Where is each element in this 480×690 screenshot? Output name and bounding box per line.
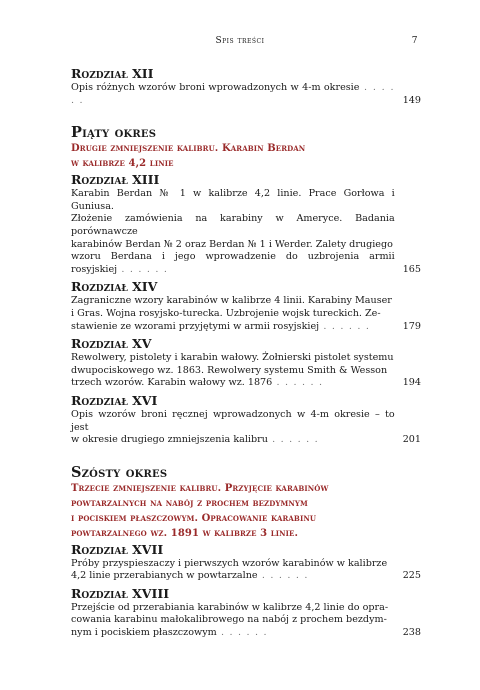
chapter-description [71,295,421,333]
description-line: Rewolwery, pistolety i karabin wałowy. Żołnierski pistolet systemu [71,352,394,364]
leader-dots: . . . . . . [319,320,371,332]
page-header [0,36,480,50]
part-subtitle-line: Drugie zmniejszenie kalibru. Karabin Berdan [71,143,306,155]
chapter-entry[interactable] [71,66,421,107]
description-line: wzoru Berdana i jego wprowadzenie do uzbrojenia armii rosyjskiej [71,251,395,275]
chapter-page-number: 201 [402,434,421,446]
chapter-description [71,188,421,276]
chapter-description-text [71,602,395,640]
leader-dots: . . . . . . [267,434,319,446]
chapter-entry[interactable] [71,393,421,447]
chapter-page-number: 238 [402,627,421,639]
leader-dots: . . . . . . [257,570,309,582]
description-line: Opis różnych wzorów broni wprowadzonych w 4-m okresie [71,82,360,93]
part-title: Szósty okres [71,463,168,481]
chapter-description-text [71,82,395,107]
description-line: stawienie ze wzorami przyjętymi w armii rosyjskiej [71,320,320,332]
chapter-title: Rozdział XIV [71,279,158,295]
page-number: 7 [411,36,418,46]
section-gap [71,110,421,124]
part-subtitle-line: i pociskiem płaszczowym. Opracowanie karabinu [71,512,317,524]
leader-dots: . . . . . . [272,377,324,389]
chapter-description-text [71,558,395,583]
description-line: nym i pociskiem płaszczowym [71,627,217,639]
chapter-page-number: 179 [402,320,421,332]
description-line: 4,2 linie przerabianych w powtarzalne [71,570,258,582]
description-line: Próby przyspieszaczy i pierwszych wzorów karabinów w kalibrze [71,557,388,569]
chapter-page-number: 225 [402,570,421,582]
description-line: Opis wzorów broni ręcznej wprowadzonych w 4-m okresie – to jest [71,408,395,433]
description-line: Zagraniczne wzory karabinów w kalibrze 4 linii. Karabiny Mauser [71,295,392,307]
chapter-entry[interactable] [71,336,421,390]
section-gap [71,450,421,464]
running-title: Spis treści [215,36,265,46]
part-subtitle-line: w kalibrze 4,2 linie [71,158,174,170]
chapter-description [71,558,421,583]
part-subtitle-line: powtarzalnego wz. 1891 w kalibrze 3 linie. [71,527,299,539]
description-line: Przejście od przerabiania karabinów w kalibrze 4,2 linie do opra- [71,601,389,613]
chapter-title: Rozdział XVII [71,541,164,557]
chapter-description-text [71,409,395,447]
description-line: trzech wzorów. Karabin wałowy wz. 1876 [71,377,273,389]
leader-dots: . . . . . . [71,82,395,106]
chapter-entry[interactable] [71,172,421,276]
chapter-description [71,352,421,390]
chapter-entry[interactable] [71,279,421,333]
chapter-title: Rozdział XVI [71,392,158,408]
chapter-description [71,82,421,107]
chapter-description [71,409,421,447]
chapter-title: Rozdział XV [71,336,152,352]
chapter-title: Rozdział XIII [71,172,160,188]
chapter-description-text [71,352,395,390]
description-line: dwupociskowego wz. 1863. Rewolwery systemu Smith & Wesson [71,364,388,376]
leader-dots: . . . . . . [216,627,268,639]
table-of-contents [71,66,421,643]
chapter-entry[interactable] [71,586,421,640]
description-line: Złożenie zamówienia na karabiny w Ameryce. Badania porównawcze [71,213,395,237]
chapter-title: Rozdział XII [71,66,154,81]
description-line: i Gras. Wojna rosyjsko-turecka. Uzbrojenie wojsk tureckich. Ze- [71,307,381,319]
description-line: karabinów Berdan № 2 oraz Berdan № 1 i Werder. Zalety drugiego [71,238,393,250]
chapter-description-text [71,295,395,333]
leader-dots: . . . . . . [117,263,169,275]
description-line: w okresie drugiego zmniejszenia kalibru [71,434,268,446]
part-subtitle-line: Trzecie zmniejszenie kalibru. Przyjęcie karabinów [71,482,329,494]
chapter-title: Rozdział XVIII [71,585,170,601]
chapter-page-number: 165 [402,263,421,275]
description-line: Karabin Berdan № 1 w kalibrze 4,2 linie. Prace Gorłowa i Guniusa. [71,188,395,212]
description-line: cowania karabinu małokalibrowego na nabój z prochem bezdym- [71,614,387,626]
chapter-page-number: 149 [402,94,421,106]
part-title: Piąty okres [71,124,157,142]
chapter-entry[interactable] [71,542,421,583]
chapter-page-number: 194 [402,377,421,389]
chapter-description-text [71,188,395,276]
chapter-description [71,602,421,640]
part-subtitle-line: powtarzalnych na nabój z prochem bezdymnym [71,497,308,509]
